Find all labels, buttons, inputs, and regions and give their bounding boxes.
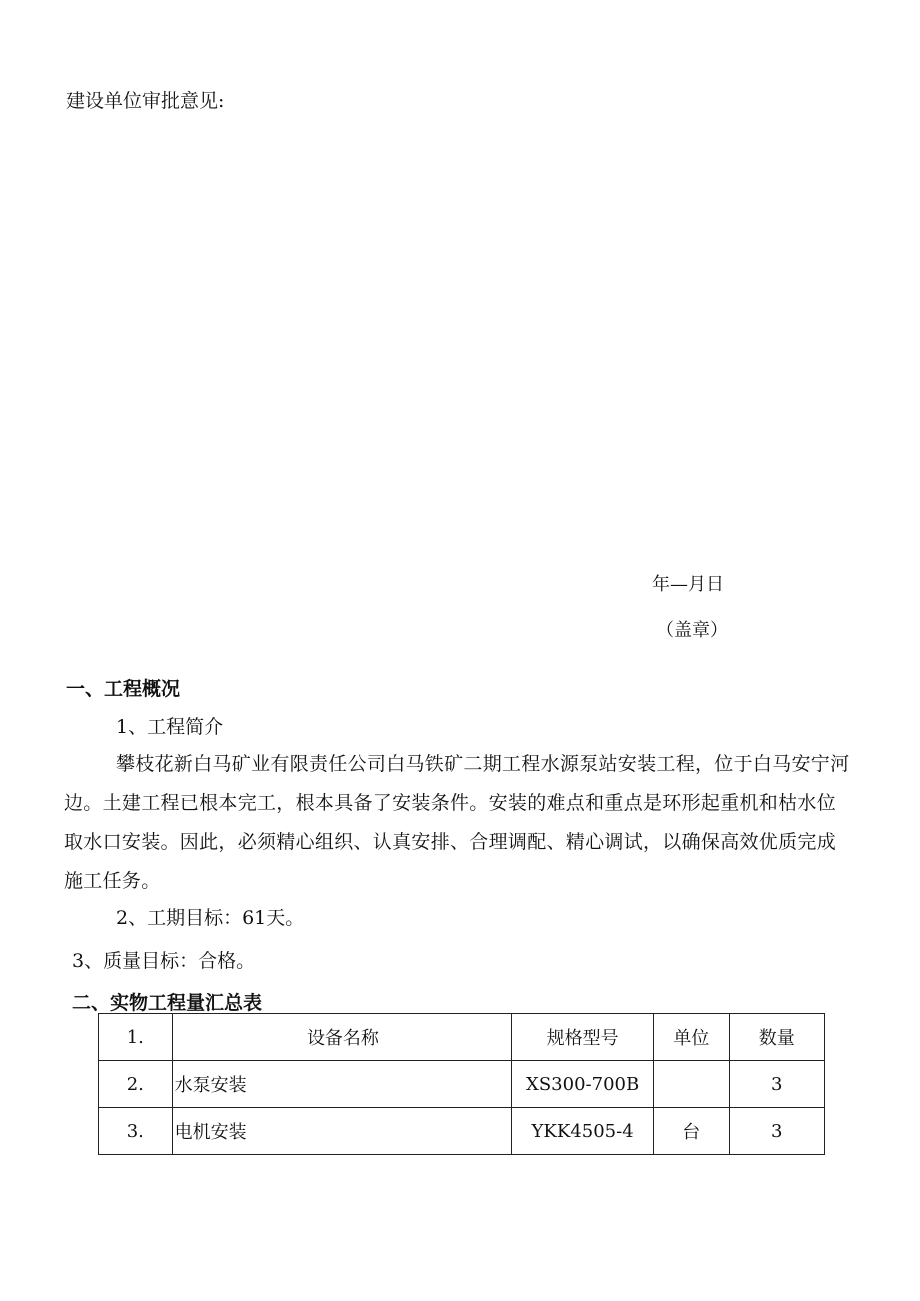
row-cell-name: 电机安装 bbox=[172, 1108, 512, 1155]
section-title-overview: 一、工程概况 bbox=[66, 678, 181, 700]
header-cell-qty: 数量 bbox=[729, 1014, 824, 1061]
date-line: 年—月日 bbox=[652, 574, 724, 595]
quantity-summary-table bbox=[98, 1013, 825, 1155]
intro-paragraph: 攀枝花新白马矿业有限责任公司白马铁矿二期工程水源泵站安装工程，位于白马安宁河边。土建工程已根本完工，根本具备了安装条件。安装的难点和重点是环形起重机和枯水位取水口安装。因此，必须精心组织、认真安排、合理调配、精心调试，以确保高效优质完成施工任务。 bbox=[64, 753, 850, 892]
row-cell-no: 3. bbox=[99, 1108, 173, 1155]
row-cell-qty: 3 bbox=[729, 1108, 824, 1155]
row-cell-name: 水泵安装 bbox=[172, 1061, 512, 1108]
header-cell-name: 设备名称 bbox=[172, 1014, 512, 1061]
header-cell-spec: 规格型号 bbox=[512, 1014, 654, 1061]
row-cell-unit bbox=[653, 1061, 729, 1108]
row-cell-spec: XS300-700B bbox=[512, 1061, 654, 1108]
seal-line: （盖章） bbox=[656, 620, 728, 641]
section-title-quantities: 二、实物工程量汇总表 bbox=[72, 992, 263, 1014]
row-cell-qty: 3 bbox=[729, 1061, 824, 1108]
table-row bbox=[99, 1061, 825, 1108]
row-cell-no: 2. bbox=[99, 1061, 173, 1108]
approval-label: 建设单位审批意见: bbox=[66, 90, 225, 112]
table-header-row bbox=[99, 1014, 825, 1061]
header-cell-no: 1. bbox=[99, 1014, 173, 1061]
table-row bbox=[99, 1108, 825, 1155]
row-cell-unit: 台 bbox=[653, 1108, 729, 1155]
quality-goal: 3、质量目标：合格。 bbox=[72, 950, 256, 972]
row-cell-spec: YKK4505-4 bbox=[512, 1108, 654, 1155]
period-goal: 2、工期目标：61天。 bbox=[116, 907, 305, 929]
header-cell-unit: 单位 bbox=[653, 1014, 729, 1061]
subsection-title-intro: 1、工程简介 bbox=[116, 716, 224, 738]
